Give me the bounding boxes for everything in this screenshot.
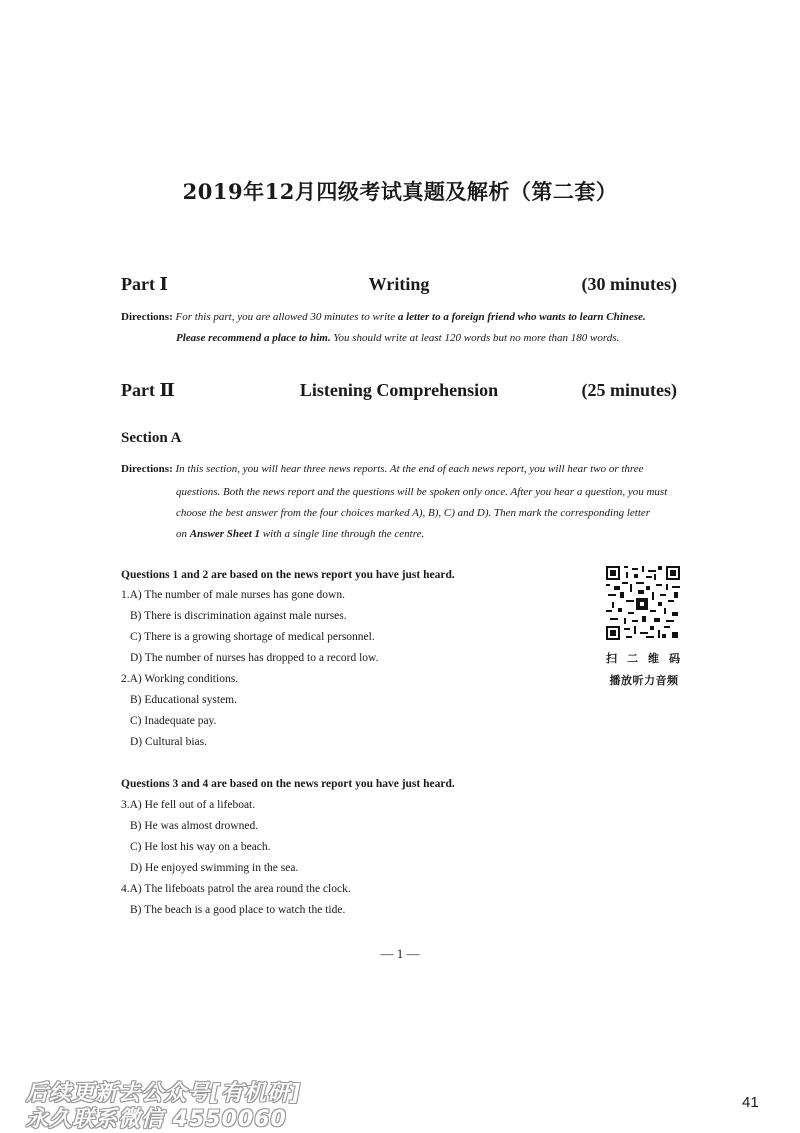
q3-option-d: D) He enjoyed swimming in the sea.: [130, 862, 299, 874]
part1-name: Writing: [368, 274, 430, 294]
q1-option-d: D) The number of nurses has dropped to a record low.: [130, 652, 379, 664]
q2-option-c: C) Inadequate pay.: [130, 715, 217, 727]
directions-line-4: [176, 528, 681, 540]
directions-line-4-pre: on: [176, 528, 190, 540]
qr-caption-audio: 播放听力音频: [609, 674, 679, 687]
part1-label: Part Ⅰ: [121, 274, 168, 294]
directions-text: For this part, you are allowed 30 minutes to write: [175, 311, 398, 323]
q4-option-a: 4.A) The lifeboats patrol the area round the clock.: [121, 883, 351, 895]
book-page-number: 41: [742, 1094, 759, 1111]
q2-option-d: D) Cultural bias.: [130, 736, 207, 748]
directions-wordcount: You should write at least 120 words but no more than 180 words.: [330, 332, 620, 344]
qr-caption-char: 码: [669, 652, 680, 665]
section-a-directions: [121, 463, 681, 475]
qr-caption-char: 维: [648, 652, 659, 665]
part1-time: (30 minutes): [581, 274, 677, 294]
directions-line-4-post: with a single line through the centre.: [260, 528, 425, 540]
directions-label: Directions:: [121, 311, 173, 323]
directions-task-2: Please recommend a place to him.: [176, 332, 331, 344]
directions-line-1: In this section, you will hear three news reports. At the end of each news report, you will hear two or three: [175, 463, 644, 475]
qr-code-icon[interactable]: [606, 566, 680, 640]
qr-caption-scan: [606, 650, 680, 666]
q2-option-a: 2.A) Working conditions.: [121, 673, 239, 685]
question-group-1-heading: Questions 1 and 2 are based on the news report you have just heard.: [121, 569, 455, 581]
q1-option-b: B) There is discrimination against male nurses.: [130, 610, 347, 622]
q2-option-b: B) Educational system.: [130, 694, 237, 706]
part2-name: Listening Comprehension: [299, 380, 499, 400]
part2-time: (25 minutes): [581, 380, 677, 400]
answer-sheet-label: Answer Sheet 1: [189, 528, 261, 540]
watermark-line-2: 永久联系微信 4550060: [26, 1107, 287, 1132]
part1-directions: [121, 311, 681, 323]
qr-caption-char: 二: [627, 652, 638, 665]
q1-option-c: C) There is a growing shortage of medical personnel.: [130, 631, 375, 643]
q3-option-b: B) He was almost drowned.: [130, 820, 259, 832]
page-title: 2019年12月四级考试真题及解析（第二套）: [182, 179, 618, 204]
directions-task: a letter to a foreign friend who wants to learn Chinese.: [397, 311, 646, 323]
page-number: — 1 —: [380, 946, 420, 961]
q4-option-b: B) The beach is a good place to watch the tide.: [130, 904, 346, 916]
directions-line-3: choose the best answer from the four choices marked A), B), C) and D). Then mark the corresponding letter: [176, 507, 651, 519]
q3-option-a: 3.A) He fell out of a lifeboat.: [121, 799, 256, 811]
part2-header: [121, 380, 677, 406]
section-a-title: Section A: [121, 430, 182, 446]
part1-header: [121, 274, 677, 300]
qr-caption-char: 扫: [606, 652, 617, 665]
part2-label: Part Ⅱ: [121, 380, 175, 400]
q1-option-a: 1.A) The number of male nurses has gone down.: [121, 589, 345, 601]
q3-option-c: C) He lost his way on a beach.: [130, 841, 271, 853]
question-group-2-heading: Questions 3 and 4 are based on the news report you have just heard.: [121, 778, 455, 790]
watermark-line-1: 后续更新去公众号[有机研]: [26, 1081, 302, 1106]
directions-line-2: questions. Both the news report and the questions will be spoken only once. After you hear a question, you must: [176, 486, 668, 498]
directions-label: Directions:: [121, 463, 173, 475]
part1-directions-line2: [176, 332, 676, 344]
